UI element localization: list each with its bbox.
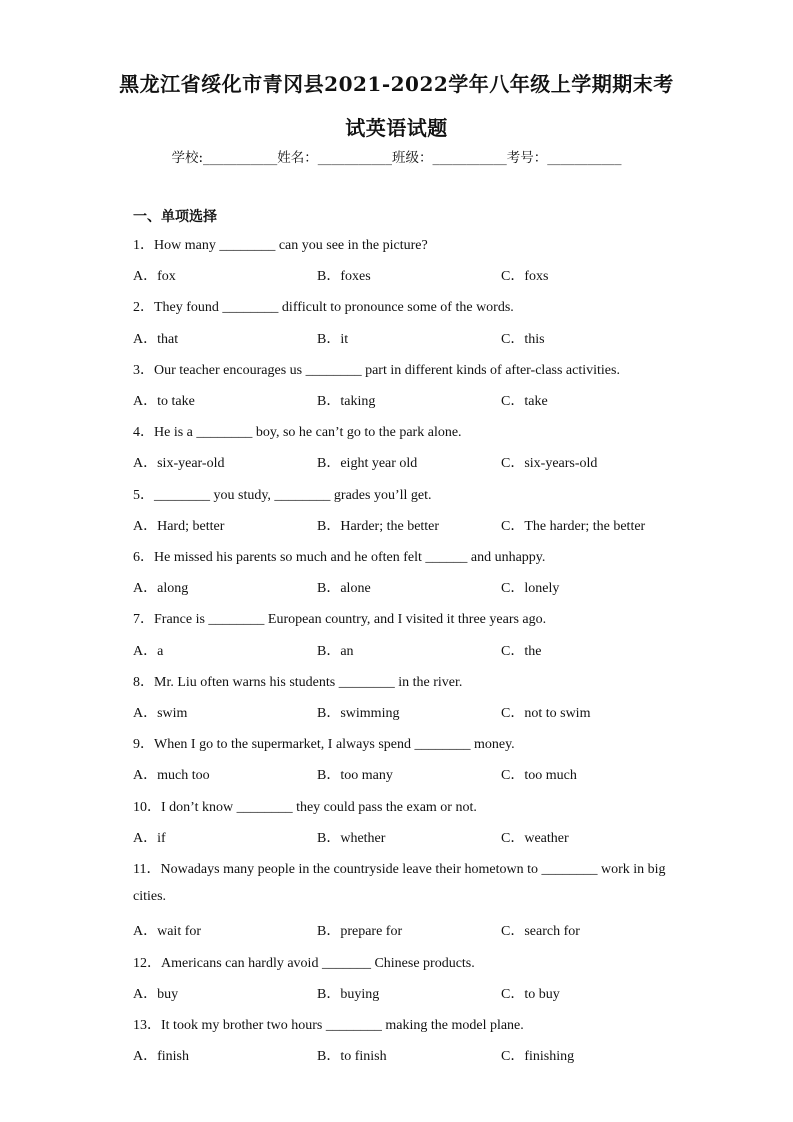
- section-heading: 一、单项选择: [133, 209, 217, 225]
- options-row: [133, 1045, 693, 1065]
- option-a: A．six-year-old: [133, 456, 225, 471]
- option-b: B．swimming: [317, 706, 400, 721]
- option-b: B．whether: [317, 831, 386, 846]
- options-row: [133, 328, 693, 348]
- option-b: B．prepare for: [317, 924, 403, 939]
- student-info-row: [0, 146, 793, 166]
- option-c: C．search for: [501, 924, 580, 939]
- question-text: 12．Americans can hardly avoid _______ Chinese products.: [133, 956, 475, 971]
- option-c: C．lonely: [501, 581, 560, 596]
- option-c: C．weather: [501, 831, 569, 846]
- class-field: 班级：___________: [392, 150, 507, 166]
- question-text: 10．I don’t know ________ they could pass the exam or not.: [133, 800, 477, 815]
- option-c: C．The harder; the better: [501, 519, 646, 534]
- question-text: 4．He is a ________ boy, so he can’t go to the park alone.: [133, 425, 462, 440]
- option-b: B．it: [317, 332, 349, 347]
- option-c: C．not to swim: [501, 706, 591, 721]
- options-row: [133, 515, 693, 535]
- question-text: 8．Mr. Liu often warns his students ________ in the river.: [133, 675, 463, 690]
- option-c: C．finishing: [501, 1049, 575, 1064]
- question-text: 13．It took my brother two hours ________ making the model plane.: [133, 1018, 524, 1033]
- options-row: [133, 452, 693, 472]
- question-text: 7．France is ________ European country, and I visited it three years ago.: [133, 612, 547, 627]
- option-b: B．eight year old: [317, 456, 418, 471]
- option-b: B．taking: [317, 394, 376, 409]
- option-a: A．if: [133, 831, 166, 846]
- option-a: A．wait for: [133, 924, 202, 939]
- option-a: A．Hard; better: [133, 519, 225, 534]
- option-a: A．a: [133, 644, 164, 659]
- question-text: 1．How many ________ can you see in the picture?: [133, 238, 428, 253]
- option-c: C．foxs: [501, 269, 549, 284]
- option-a: A．much too: [133, 768, 210, 783]
- option-a: A．that: [133, 332, 179, 347]
- options-row: [133, 640, 693, 660]
- options-row: [133, 764, 693, 784]
- question-text: 9．When I go to the supermarket, I always spend ________ money.: [133, 737, 515, 752]
- option-a: A．swim: [133, 706, 188, 721]
- option-c: C．six-years-old: [501, 456, 598, 471]
- options-row: [133, 827, 693, 847]
- question-text: 6．He missed his parents so much and he often felt ______ and unhappy.: [133, 550, 546, 565]
- question-text: 5．________ you study, ________ grades you’ll get.: [133, 488, 432, 503]
- option-c: C．too much: [501, 768, 577, 783]
- options-row: [133, 265, 693, 285]
- option-a: A．finish: [133, 1049, 189, 1064]
- option-b: B．alone: [317, 581, 371, 596]
- options-row: [133, 983, 693, 1003]
- option-a: A．to take: [133, 394, 195, 409]
- question-text: 2．They found ________ difficult to pronounce some of the words.: [133, 300, 514, 315]
- options-row: [133, 920, 693, 940]
- option-b: B．Harder; the better: [317, 519, 440, 534]
- options-row: [133, 577, 693, 597]
- question-text: 3．Our teacher encourages us ________ part in different kinds of after-class activities.: [133, 363, 620, 378]
- option-b: B．too many: [317, 768, 393, 783]
- name-field: 姓名：___________: [277, 150, 393, 166]
- option-b: B．an: [317, 644, 354, 659]
- school-field: 学校:___________: [171, 150, 278, 166]
- option-c: C．to buy: [501, 987, 560, 1002]
- option-c: C．the: [501, 644, 542, 659]
- question-text-continued: cities.: [133, 889, 167, 904]
- option-a: A．fox: [133, 269, 176, 284]
- option-b: B．foxes: [317, 269, 371, 284]
- option-a: A．along: [133, 581, 189, 596]
- option-b: B．to finish: [317, 1049, 387, 1064]
- options-row: [133, 702, 693, 722]
- exam-title-line2: 试英语试题: [345, 116, 448, 140]
- number-field: 考号：___________: [506, 150, 622, 166]
- option-b: B．buying: [317, 987, 380, 1002]
- exam-title-line1: 黑龙江省绥化市青冈县2021-2022学年八年级上学期期末考: [119, 72, 674, 96]
- option-a: A．buy: [133, 987, 179, 1002]
- question-text: 11．Nowadays many people in the countryside leave their hometown to ________ work in big: [133, 862, 666, 877]
- options-row: [133, 390, 693, 410]
- option-c: C．take: [501, 394, 548, 409]
- option-c: C．this: [501, 332, 545, 347]
